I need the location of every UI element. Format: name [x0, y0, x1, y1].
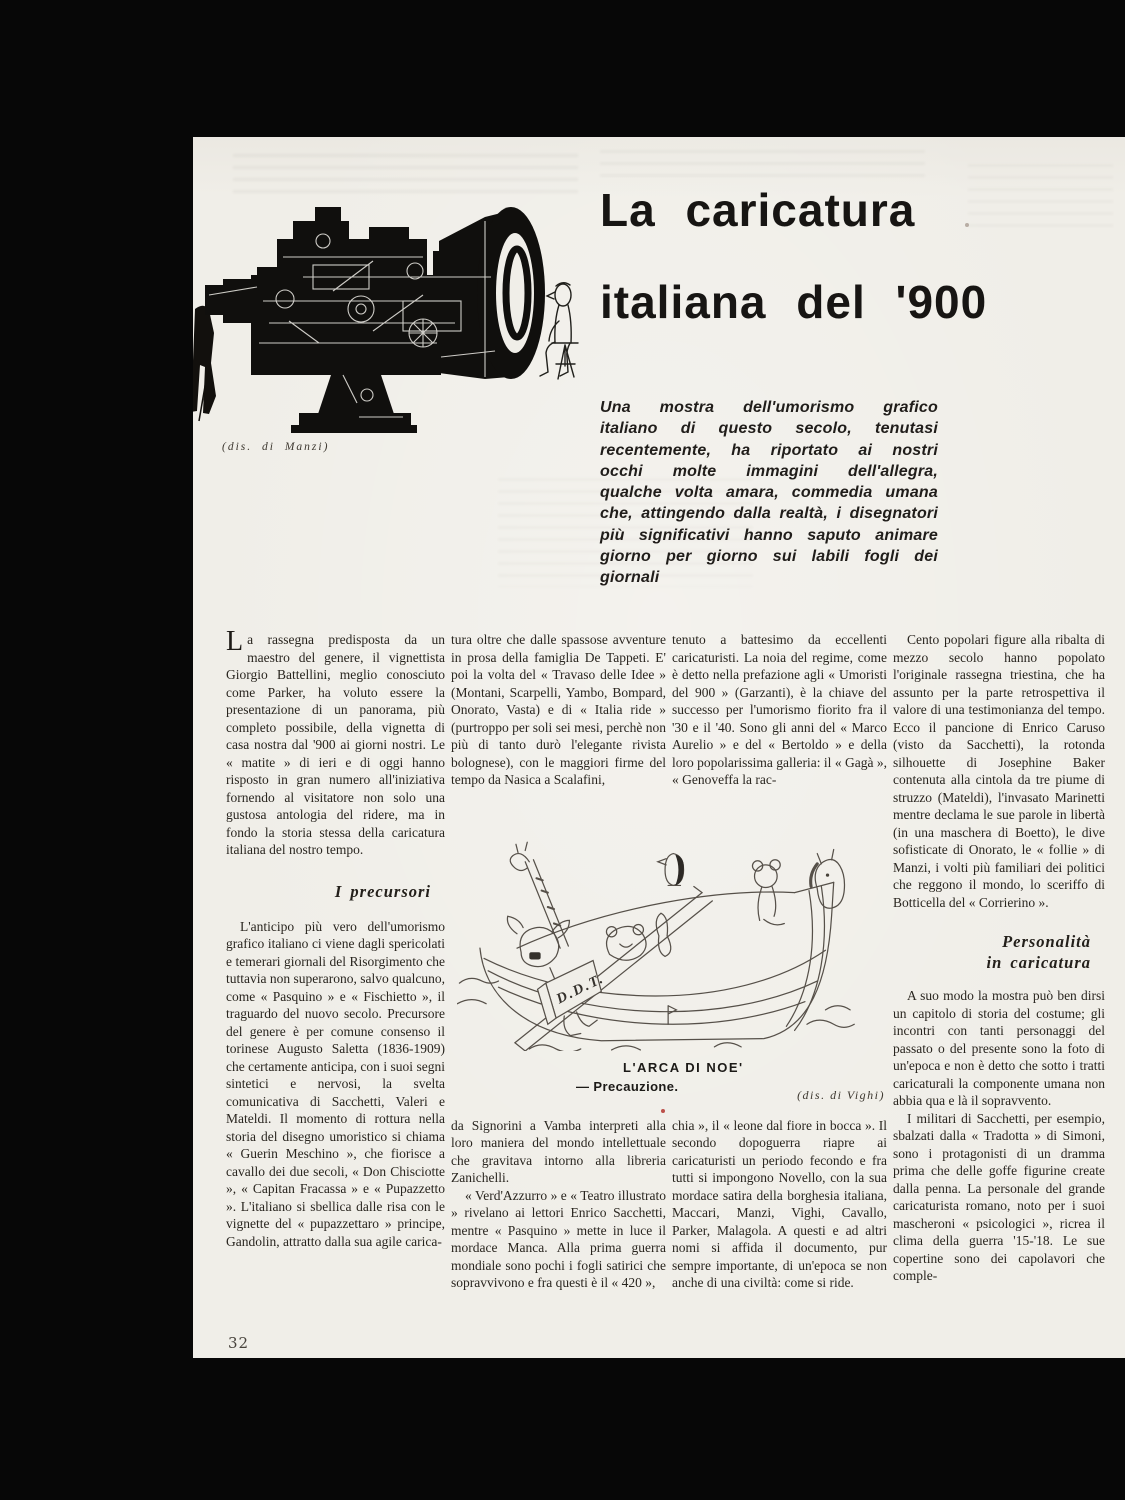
article-title-line2: italiana del '900: [600, 276, 988, 328]
ark-caption-line: — Precauzione.: [576, 1078, 679, 1094]
ark-caption-title: L'ARCA DI NOE': [623, 1059, 744, 1075]
heading-line1: Personalità: [1002, 932, 1091, 951]
ark-illustration-credit: (dis. di Vighi): [797, 1088, 885, 1102]
paragraph: A suo modo la mostra può ben dirsi un capitolo di storia del costume; gli incontri con tanti personaggi del passato o del presente sono la foto di un'epoca e non è detto che sotto i tratti caricaturali la componente umana non abbia qua e là il sopravvento.: [893, 988, 1105, 1108]
heading-line2: in caricatura: [986, 953, 1091, 972]
print-speck: [965, 223, 969, 227]
magazine-page: [193, 137, 1125, 1358]
article-title-line1: La caricatura: [600, 184, 916, 236]
column-2-lower: [451, 1117, 666, 1292]
showthrough-patch: [600, 141, 925, 179]
paragraph: da Signorini a Vamba interpreti alla loro maniera del mondo intellettuale che gravitava intorno alla libreria Zanichelli.: [451, 1117, 666, 1185]
column-4: [893, 631, 1105, 1292]
paragraph: Cento popolari figure alla ribalta di mezzo secolo hanno popolato l'originale rassegna triestina, che ha assunto per la parte retrospettiva il valore di una testimonianza del tempo. Ecco il pancione di Enrico Caruso (visto da Sacchetti), la rotonda silhouette di Josephine Baker contenuta alla cintola da tre piume di struzzo (Mateldi), l'invasato Marinetti mentre declama le sue parole in libertà (in una maschera di Boetto), le dive sofisticate di Onorato, le « follie » di Manzi, i volti più familiari dei politici che reggono il mondo, lo sceriffo di Botticella del « Corrierino ».: [893, 632, 1105, 910]
columns-2-3-upper: [451, 631, 887, 807]
paragraph: L'anticipo più vero dell'umorismo grafico italiano ci viene dagli spericolati e temerari giornali del Risorgimento che tuttavia non superarono, salvo qualcuno, come « Pasquino » e « Fischietto », il traguardo del nuovo secolo. Precursore del genere è per comune consenso il torinese Augusto Saletta (1836-1909) che certamente anticipa, con i suoi segni sintetici e nervosi, la svelta comunicativa di Sacchetti, Valeri e Mateldi. Il momento di rottura nella storia del disegno umoristico si chiama « Guerin Meschino », che fiorisce a cavallo dei due secoli, « Don Chisciotte », « Capitan Fracassa » e « Pupazzetto ». L'italiano si sbellica dalle risa con le vignette del « pupazzettaro » principe, Gandolin, attratto dalla sua agile carica-: [226, 918, 445, 1249]
section-heading-personalita: [893, 931, 1091, 973]
paragraph: « Verd'Azzurro » e « Teatro illustrato » rivelano ai lettori Enrico Sacchetti, mentre « Pasquino » mette in luce il mordace Manca. Alla prima guerra mondiale sono pochi i fogli satirici che sopravvivono e fra questi è il « 420 »,: [451, 1187, 666, 1290]
column-3-upper: tenuto a battesimo da eccellenti caricaturisti. La noia del regime, come è detto nella prefazione agli « Umoristi del 900 » (Garzanti), è la chiave del successo per l'umorismo fiorito fra il '30 e il '40. Sono gli anni del « Marco Aurelio » e del « Bertoldo » e della loro popolarissima galleria: il « Gagà », « Genoveffa la rac-: [672, 632, 887, 787]
ddt-book-label: D.D.T.: [553, 970, 608, 1008]
columns-2-3: [451, 631, 887, 1292]
noahs-ark-cartoon: [457, 833, 869, 1051]
section-heading-precursori: I precursori: [334, 881, 431, 901]
paragraph: I militari di Sacchetti, per esempio, sbalzati dalla « Tradotta » di Simoni, sono i protagonisti di un dramma prima che delle goffe figurine create dalla penna. La personale del grande caricaturista romano, noto per i suoi mascheroni « psicologici », ricrea il clima della guerra '15-'18. Le sue copertine sono dei capolavori che comple-: [893, 1110, 1105, 1283]
paragraph: La rassegna predisposta da un maestro del genere, il vignettista Giorgio Battellini, meglio conosciuto come Parker, ha voluto essere la presentazione di un panorama, più completo possibile, della vignetta di casa nostra dal '900 ai giorni nostri. Le « matite » di ieri e di oggi hanno risposto in gran numero all'iniziativa fornendo al visitatore non solo una gustosa antologia del ridere, ma in fondo la storia stessa della caricatura italiana del nostro tempo.: [226, 626, 445, 857]
article-standfirst: Una mostra dell'umorismo grafico italiano di questo secolo, tenutasi recentemente, ha riportato ai nostri occhi molte immagini dell'allegra, qualche volta amara, commedia umana che, attingendo dalla realtà, i disegnatori più significativi hanno saputo animare giorno per giorno sui labili fogli dei giornali: [600, 399, 938, 587]
column-2-upper: tura oltre che dalle spassose avventure in prosa della famiglia De Tappeti. E' poi la volta del « Travaso delle Idee » (Montani, Scarpelli, Yambo, Bompard, Onorato, Vasta) e di « Italia ride » (purtroppo per soli sei mesi, perchè non più di tanto durò l'elegante rivista bolognese), con le maggiori firme del tempo da Nasica a Scalafini,: [451, 632, 666, 787]
column-1: [226, 626, 445, 1292]
article-title: [600, 184, 1120, 328]
cannon-illustration-credit: (dis. di Manzi): [222, 441, 330, 453]
columns-2-3-lower: [451, 1117, 887, 1292]
ark-cartoon-figure: [457, 833, 887, 1056]
cannon-caricature-illustration: [193, 181, 588, 441]
page-number: 32: [228, 1334, 250, 1352]
red-print-mark: [661, 1109, 665, 1113]
column-3-lower: chia », il « leone dal fiore in bocca ». Il secondo dopoguerra riapre ai caricaturisti un periodo fecondo e fra tutti si impongono Novello, con la sua mordace satira della borghesia italiana, Maccari, Manzi, Vighi, Cavallo, Parker, Malagola. A questi e ad altri nomi si affida il documento, pur sempre importante, di un'epoca se non anche di una civiltà: come si ride.: [672, 1117, 887, 1290]
article-body: [226, 626, 1110, 1292]
